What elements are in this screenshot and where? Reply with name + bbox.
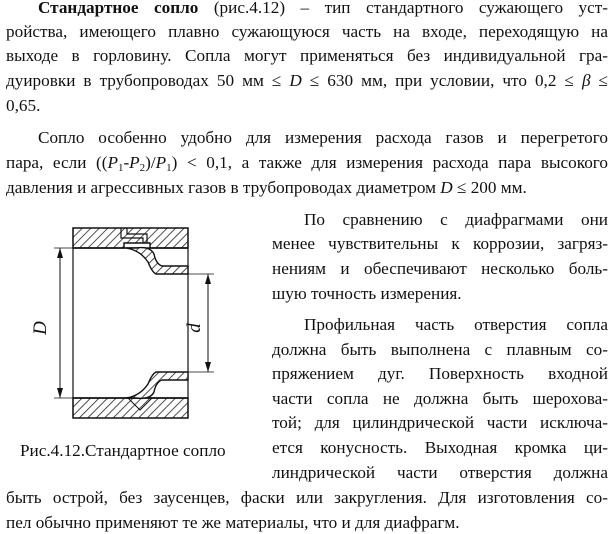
para4-line3: пряжением дуг. Поверхность входной: [272, 364, 608, 383]
figure-caption: Рис.4.12.Стандартное сопло: [20, 441, 226, 460]
para3-line4: шую точность измерения.: [272, 284, 462, 303]
nozzle-profile-bottom: [126, 372, 188, 398]
para1-line3: выходе в горловину. Сопла могут применяться без индивидуальной гра-: [6, 46, 608, 65]
dimension-d: [188, 274, 214, 372]
para4-line2: должна быть выполнена с плавным со-: [272, 340, 608, 359]
var-P: P: [155, 153, 167, 172]
para4-line5: той; для цилиндрической части исключа-: [272, 413, 608, 432]
para1-line5: 0,65.: [6, 96, 41, 115]
top-flange: [73, 228, 188, 248]
text-span: давления и агрессивных газов в трубопроводах диаметром: [6, 178, 441, 197]
text-span: -: [123, 153, 130, 172]
para4-line8: быть острой, без заусенцев, фаски или закругления. Для изготовления со-: [6, 488, 608, 507]
para2-line3: [6, 176, 608, 199]
text-span: ≤ 200 мм.: [452, 178, 527, 197]
para3-line2: менее чувствительны к коррозии, загряз-: [272, 234, 608, 253]
subscript-2: 2: [139, 162, 146, 174]
para1-line1: [6, 0, 608, 19]
var-D: D: [440, 178, 453, 197]
para4-line4: части сопла не должна быть шерохова-: [272, 389, 608, 408]
term-standard-nozzle: Стандартное сопло: [38, 0, 199, 17]
bottom-flange: [73, 398, 188, 418]
label-D: D: [30, 321, 51, 335]
var-D: D: [289, 71, 302, 90]
para4-line7: линдрической части отверстия должна: [272, 463, 608, 482]
text-span: ) < 0,1, а также для измерения расхода пара высокого: [171, 153, 608, 172]
para3-line1: По сравнению с диафрагмами они: [304, 210, 608, 229]
var-P: P: [129, 153, 140, 172]
para1-line2: ройства, имеющего плавно сужающуюся часть на входе, переходящую на: [6, 22, 608, 41]
para4-line1: Профильная часть отверстия сопла: [304, 315, 608, 334]
para3-line3: нениям и обеспечивают несколько боль-: [272, 259, 608, 278]
para4-line6: ется конусность. Выходная кромка ци-: [272, 438, 608, 457]
subscript-1: 1: [166, 162, 172, 174]
para1-line1-text: (рис.4.12) – тип стандартного сужающего уст-: [198, 0, 608, 17]
text-span: пара, если ((: [6, 153, 108, 172]
para1-line4: [6, 69, 608, 92]
text-span: ≤ 630 мм, при условии, что 0,2 ≤: [301, 71, 582, 90]
text-span: ≤: [590, 71, 608, 90]
var-beta: β: [581, 71, 591, 90]
para2-line1: Сопло особенно удобно для измерения расхода газов и перегретого: [38, 128, 608, 147]
para4-line9: пел обычно применяют те же материалы, что и для диафрагм.: [6, 513, 460, 532]
subscript-1: 1: [117, 162, 124, 174]
var-P: P: [107, 153, 118, 172]
text-span: )/: [145, 153, 156, 172]
nozzle-profile-top: [126, 248, 188, 274]
para2-line2: [6, 151, 608, 174]
nozzle-diagram: [18, 224, 248, 430]
text-span: дуировки в трубопроводах 50 мм ≤: [6, 71, 290, 90]
dimension-D: [54, 248, 73, 398]
label-d: d: [184, 323, 205, 333]
